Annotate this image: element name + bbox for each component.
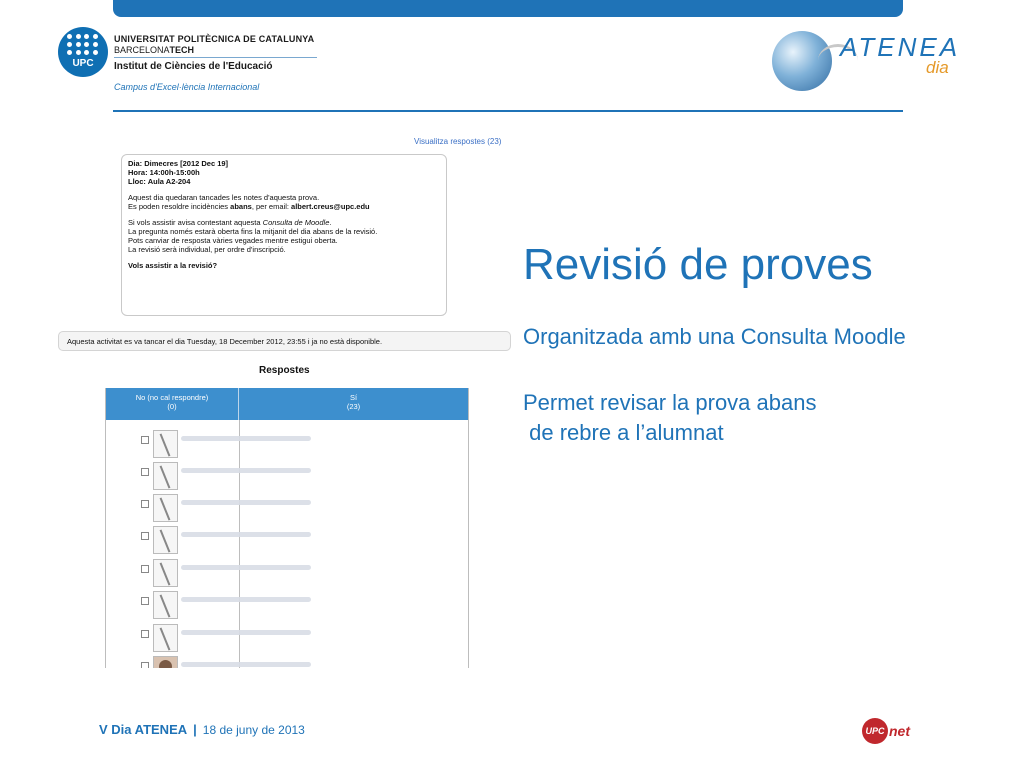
respondent-row (141, 591, 341, 617)
responses-title: Respostes (259, 365, 310, 376)
university-subtitle-a: BARCELONA (114, 45, 170, 55)
row-checkbox[interactable] (141, 436, 149, 444)
campus-tagline: Campus d'Excel·lència Internacional (114, 82, 260, 92)
institute-name: Institut de Ciències de l'Educació (114, 61, 273, 72)
blurred-name (181, 597, 311, 602)
blurred-name (181, 468, 311, 473)
avatar (153, 559, 178, 587)
upc-logo (58, 27, 108, 77)
consultation-info-box (121, 154, 447, 316)
info-p1-line2: Es poden resoldre incidències abans, per email: albert.creus@upc.edu (128, 202, 370, 211)
avatar (153, 462, 178, 490)
row-checkbox[interactable] (141, 500, 149, 508)
university-name-block (114, 34, 317, 72)
blurred-name (181, 630, 311, 635)
header-divider (113, 110, 903, 112)
slide-point-2-line1: Permet revisar la prova abans (523, 390, 817, 415)
info-p2-line2: La pregunta només estarà oberta fins la mitjanit del dia abans de la revisió. (128, 227, 378, 236)
row-checkbox[interactable] (141, 565, 149, 573)
contact-email: albert.creus@upc.edu (291, 202, 370, 211)
slide-point-1: Organitzada amb una Consulta Moodle (523, 324, 906, 349)
upcnet-logo-circle: UPC (862, 718, 888, 744)
row-checkbox[interactable] (141, 662, 149, 668)
avatar (153, 591, 178, 619)
university-divider (114, 57, 317, 58)
info-day: Dia: Dimecres [2012 Dec 19] (128, 159, 229, 168)
upcnet-logo (862, 718, 910, 744)
respondent-row (141, 559, 341, 585)
info-place: Lloc: Aula A2-204 (128, 177, 191, 186)
info-hour: Hora: 14:00h-15:00h (128, 168, 200, 177)
slide-point-2 (523, 388, 816, 448)
respondent-row (141, 624, 341, 650)
top-banner-bar (113, 0, 903, 17)
avatar (153, 430, 178, 458)
activity-closed-notice: Aquesta activitat es va tancar el dia Tuesday, 18 December 2012, 23:55 i ja no està disponible. (58, 331, 511, 351)
info-p2-line4: La revisió serà individual, per ordre d'inscripció. (128, 245, 286, 254)
blurred-name (181, 532, 311, 537)
avatar (153, 526, 178, 554)
column-si: Sí (23) (239, 388, 468, 420)
atenea-dia-text: dia (926, 58, 949, 77)
atenea-logo-text: ATENEA (840, 32, 961, 62)
row-checkbox[interactable] (141, 468, 149, 476)
respondent-row (141, 526, 341, 552)
university-subtitle (114, 45, 317, 55)
blurred-name (181, 500, 311, 505)
respondent-row (141, 656, 341, 668)
responses-table-header (106, 388, 468, 420)
view-responses-link[interactable]: Visualitza respostes (23) (414, 137, 502, 146)
footer-date: 18 de juny de 2013 (202, 723, 305, 737)
info-question: Vols assistir a la revisió? (128, 261, 218, 270)
respondent-row (141, 494, 341, 520)
avatar (153, 494, 178, 522)
respondent-row (141, 462, 341, 488)
avatar (153, 656, 178, 668)
upc-logo-dots (67, 34, 99, 56)
row-checkbox[interactable] (141, 532, 149, 540)
blurred-name (181, 436, 311, 441)
row-checkbox[interactable] (141, 597, 149, 605)
row-checkbox[interactable] (141, 630, 149, 638)
info-p2-line1: Si vols assistir avisa contestant aquesta Consulta de Moodle. (128, 218, 332, 227)
footer-separator: | (193, 722, 197, 737)
upc-logo-text: UPC (72, 58, 94, 69)
footer (99, 722, 305, 737)
column-no: No (no cal respondre) (0) (106, 388, 239, 420)
slide-title: Revisió de proves (523, 240, 873, 289)
upcnet-logo-net: net (889, 723, 910, 739)
info-p1-line1: Aquest dia quedaran tancades les notes d'aquesta prova. (128, 193, 320, 202)
blurred-name (181, 565, 311, 570)
blurred-name (181, 662, 311, 667)
footer-event: V Dia ATENEA (99, 722, 188, 737)
avatar (153, 624, 178, 652)
university-name: UNIVERSITAT POLITÈCNICA DE CATALUNYA (114, 34, 315, 44)
university-subtitle-b: TECH (169, 45, 195, 55)
info-p2-line3: Pots canviar de resposta vàries vegades mentre estigui oberta. (128, 236, 338, 245)
respondent-row (141, 430, 341, 456)
slide-point-2-line2: de rebre a l’alumnat (523, 420, 724, 445)
